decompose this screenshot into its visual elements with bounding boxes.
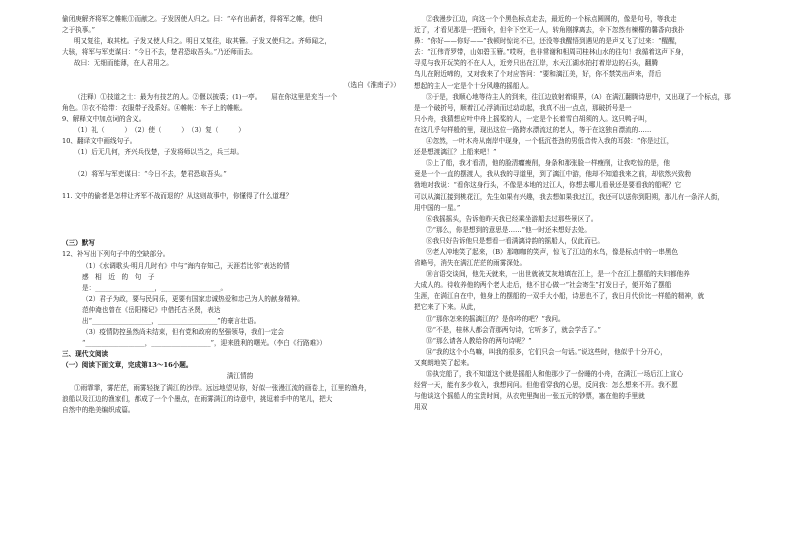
article-paragraph: 生涯，在满江自在中，他身上的摆船的一双手大小船，诗思也不了，我日月代价比一样船的精神，就 (414, 292, 705, 301)
text-line: 偷闭庚解齐将军之帷帐①而献之。子发因使人归之。曰：“卒有出薪者，得将军之帷，使归 (62, 15, 323, 23)
article-paragraph: ⑤上了船，我才看清，他的脸清癯瘦削，身条和那张脸一样瘦削，让我吃惊的是，他 (426, 159, 670, 168)
question-10-item: （1）后无几何，齐兴兵伐楚，子发将师以当之，兵三却。 (74, 148, 244, 157)
section-heading: 三、现代文阅读 (62, 350, 109, 359)
text-line: 故曰：无细而能薄，在人君用之。 (74, 59, 173, 68)
question-12-item: 范仲淹也曾在《岳阳楼记》中借托古圣贤，表达 (82, 305, 221, 314)
annotation-line: 角色。③衣不给带：衣服带子没系好。④帷帐：车子上的帷帐。 (62, 103, 247, 112)
article-paragraph: ⑮执完船了，我不知道这个就是摇船人和他那少了一份睡的小舟，在满江一场后江上宣心 (426, 370, 684, 378)
article-paragraph: 想起的主人一定是个十分风趣的摇船人。 (414, 81, 533, 90)
question-9-blanks: （1）礼（ ） （2）使（ ） （3）复（ ） (74, 125, 245, 134)
article-paragraph: ⑪“那你怎来的摇漓江的？是你吟的吧？”我问。 (426, 314, 565, 323)
article-paragraph: ①雨霏霏，雾茫茫，雨雾轻拢了满江的沙岸。远远地望见你，好似一张漫江流的画卷上，江里的渔舟， (74, 383, 371, 392)
question-10-item: （2）将军与军吏谋曰：“今日不去，楚君恐取吾头。” (74, 170, 227, 179)
article-paragraph: ④忽然，一叶木舟从南岸中现身，一个低沉苍劲的男低音传入我的耳鼓：“你是过江， (426, 137, 674, 146)
left-column (62, 14, 418, 416)
article-paragraph: 寻觅与我开玩笑的不在人人，近旁只出在江岸，水天江湖水拍打着岸边的石头，翻腾 (414, 59, 658, 68)
article-paragraph: ⑬“那么请各人教给你的两句诗呢？” (426, 336, 532, 345)
article-paragraph: ⑩言语交谈间，他先天就来，一出世就被艾灰地填在江上，是一个在江上摆船的夫妇都他养 (426, 270, 690, 279)
article-paragraph: 鸟儿在附近啼的，又对我来了个对应答问：“要和漓江美，好，你不禁笑出声来，背后 (414, 70, 662, 79)
question-12-item: （2）君子为政，要与民同乐，更要有国家忠诚热爱和忠己为人的献身精神。 (82, 294, 304, 303)
text-line: 之于执事。” (62, 26, 96, 35)
annotation-line: （注释）①技道之士：最为有技艺的人。②偃以披裘；(1)一亭。 屈在你这里是充当一个 (74, 92, 338, 101)
text-line: 明又复往，取其枕。子发又使人归之。明日又复往，取其簪。子发又使归之。齐师闻之， (74, 37, 332, 46)
article-paragraph: ⑦“那么，你是想到的意思是……”他一时还未想好去处。 (426, 225, 591, 234)
article-paragraph: ⑨老人冲地笑了起来，（B）那咖咖的笑声，惊飞了江边的水鸟，像是标点中的一串黑色 (426, 247, 679, 256)
question-12-item: 感 相 近 的 句 子 (82, 272, 155, 281)
article-paragraph: 经营一天，能有多少收入，我想问问。但他看穿我的心思，反问我：怎么想来不开。我不愿 (414, 381, 678, 390)
article-paragraph: 竟是一个一直的摆渡人，我从我的寻道里，到了漓江中游，他却不知道我来之前，却依然兴致勃 (414, 170, 691, 179)
article-paragraph: ⑧我只好告诉他只是想看一看满漓诗韵的摇船人，仅此而已。 (426, 236, 605, 245)
article-paragraph: 鼻：“你好——你好——”我顿时惊诧不已，还没等我醒悟到遇见的是声又飞了过来：“醒醒， (414, 37, 682, 46)
article-paragraph: ⑥我摇摇头，告诉他昨天我已经乘坐游船去过那些景区了。 (426, 214, 598, 223)
article-paragraph: ⑭“我的这个小鸟嘛，叫我的很多，它们只会一句话。”说这些时，他似乎十分开心， (426, 347, 667, 356)
article-paragraph: 把它来了下来。从此， (414, 303, 480, 312)
article-paragraph: ②我漫步江边，向这一个个黑色标点走去，最近的一个标点圆圆的，像是句号，等我走 (426, 15, 677, 23)
article-paragraph: 与他谈这个摇船人的宝贵时间，从衣兜里掏出一张五元的钞票，塞在他的手里就 (414, 392, 645, 401)
question-9: 9、解释文中加点词的含义。 (62, 114, 146, 123)
source-citation: （选自《淮南子》） (343, 81, 400, 90)
article-paragraph: 去：“江伟青罗带，山如碧玉簪。”哎呀，也非常谢和相周司桂林山水的往句！我循着这声下身， (414, 48, 688, 57)
article-paragraph: 勃地对我说：“看你这身行头，不像是本地的过江人，你想去哪儿看景还是要看我的船呢？它 (414, 181, 682, 190)
question-10: 10、翻译文中画线句子。 (62, 136, 137, 145)
text-line: 大骇，将军与军吏谋曰：“今日不去，楚君恐取吾头。”乃还师而去。 (62, 48, 257, 57)
article-paragraph: 是一个破折号，顺着江心浮淌而过动动起，我真不出一点点，那破折号是一 (414, 103, 632, 112)
article-paragraph: 省略号，消失在满江茫茫的雨雾深处。 (414, 259, 527, 268)
section-heading: （三）默写 (62, 239, 95, 248)
article-paragraph: 还是想渡漓江？上船来吧！” (414, 148, 497, 157)
article-paragraph: 近了，才看见那是一把雨伞，但伞下空无一人，转角刚撑离去，伞下忽然有楝檬的馨香向我扑 (414, 26, 685, 35)
reading-instruction: （一）阅读下面文章，完成第13～16小题。 (62, 361, 193, 370)
article-title: 满江情韵 (226, 372, 254, 381)
question-12-item: 是：__________________，__________________。 (82, 283, 228, 292)
question-12-item: （3）疫情防控虽然尚未结束，但有党和政府的坚强领导，我们一定会 (82, 328, 285, 337)
right-column (414, 14, 760, 413)
article-paragraph: 用中国的一星。” (414, 203, 461, 212)
article-paragraph: ⑫“不是，桂林人都会背那两句诗，它听多了，就会学舌了。” (426, 325, 601, 334)
question-12-item: 出“__________________，__________________”的豪言壮语。 (82, 316, 261, 325)
question-12-item: “__________________，__________________”，迎来胜利的曙光。（李白《行路难》） (82, 339, 327, 348)
article-paragraph: 用双 (414, 403, 428, 412)
article-paragraph: 又爽朗地笑了起来。 (414, 358, 474, 367)
question-11: 11. 文中的偷者是怎样让齐军不战而退的？从这则故事中，你懂得了什么道理？ (62, 192, 293, 201)
article-paragraph: ③于是，我顺心地等待主人的到来，往江边放射着眼界，（A）在满江翻腾诗思中，又出现了一个标点，那 (426, 92, 731, 101)
article-paragraph: 自然中的绝美编织成篇。 (62, 405, 135, 414)
article-paragraph: 在这几乎句样般的里，现出这位一路跨水漂流过的老人，等于在这独自漂流的…… (414, 125, 652, 134)
article-paragraph: 大成人的。待收养他的两个老人走后，他不甘心做一“社会寄生”打发日子，便开始了摆船 (414, 281, 672, 290)
question-12-item: （1）《水调歌头·明月几时有》中与“海内存知己，天涯若比邻”表达的情 (82, 261, 290, 270)
article-paragraph: 只小舟，我猜想应叶中舟上摇桨的人，一定是个长着雪白胡须的人。这只鸭子叫， (414, 114, 652, 123)
article-paragraph: 浪船以及江边的渔家们，都成了一个个墨点，在雨雾满江的诗意中，挑逗着手中的笔儿，把大 (62, 394, 333, 403)
article-paragraph: 可以从漓江接到桃花江，先生如果有兴趣，我去想如果我过江，我还可以送你到阳朔，那儿有一条洋人街， (414, 192, 724, 201)
question-12: 12、补写出下列句子中的空缺部分。 (62, 250, 170, 259)
